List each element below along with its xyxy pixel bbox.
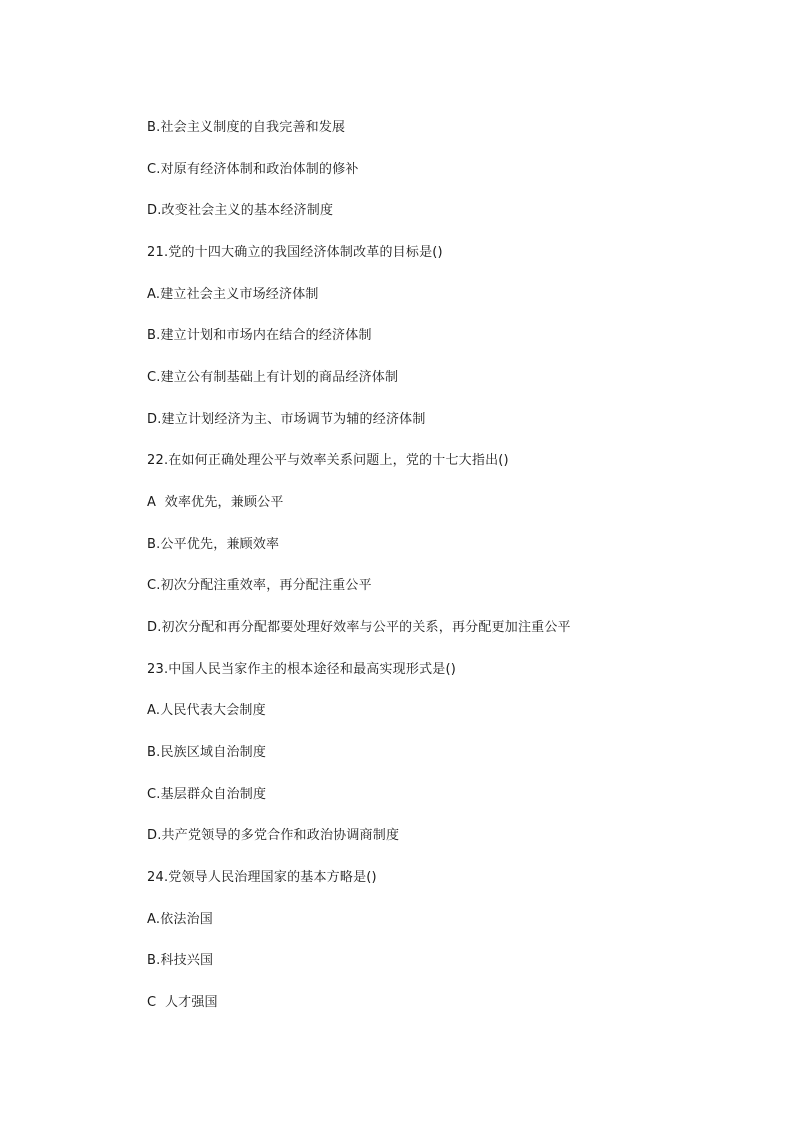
option-a-q22: A 效率优先，兼顾公平 (147, 495, 284, 510)
option-a-q23: A.人民代表大会制度 (147, 703, 266, 718)
option-b-q21: B.建立计划和市场内在结合的经济体制 (147, 328, 372, 343)
question-24: 24.党领导人民治理国家的基本方略是() (147, 870, 377, 885)
option-b-q22: B.公平优先，兼顾效率 (147, 537, 280, 552)
option-c-q22: C.初次分配注重效率，再分配注重公平 (147, 578, 372, 593)
question-23: 23.中国人民当家作主的根本途径和最高实现形式是() (147, 662, 457, 677)
option-a-q21: A.建立社会主义市场经济体制 (147, 287, 319, 302)
option-d-q22: D.初次分配和再分配都要处理好效率与公平的关系，再分配更加注重公平 (147, 620, 571, 635)
question-22: 22.在如何正确处理公平与效率关系问题上，党的十七大指出() (147, 453, 509, 468)
option-d-q21: D.建立计划经济为主、市场调节为辅的经济体制 (147, 412, 426, 427)
option-b-q23: B.民族区域自治制度 (147, 745, 267, 760)
option-c-q24: C 人才强国 (147, 995, 218, 1010)
option-d-q23: D.共产党领导的多党合作和政治协调商制度 (147, 828, 400, 843)
option-a-q24: A.依法治国 (147, 912, 213, 927)
option-d-q20: D.改变社会主义的基本经济制度 (147, 203, 334, 218)
option-b-q20: B.社会主义制度的自我完善和发展 (147, 120, 346, 135)
option-c-q20: C.对原有经济体制和政治体制的修补 (147, 162, 359, 177)
option-c-q21: C.建立公有制基础上有计划的商品经济体制 (147, 370, 399, 385)
option-b-q24: B.科技兴国 (147, 953, 214, 968)
option-c-q23: C.基层群众自治制度 (147, 787, 267, 802)
question-21: 21.党的十四大确立的我国经济体制改革的目标是() (147, 245, 443, 260)
